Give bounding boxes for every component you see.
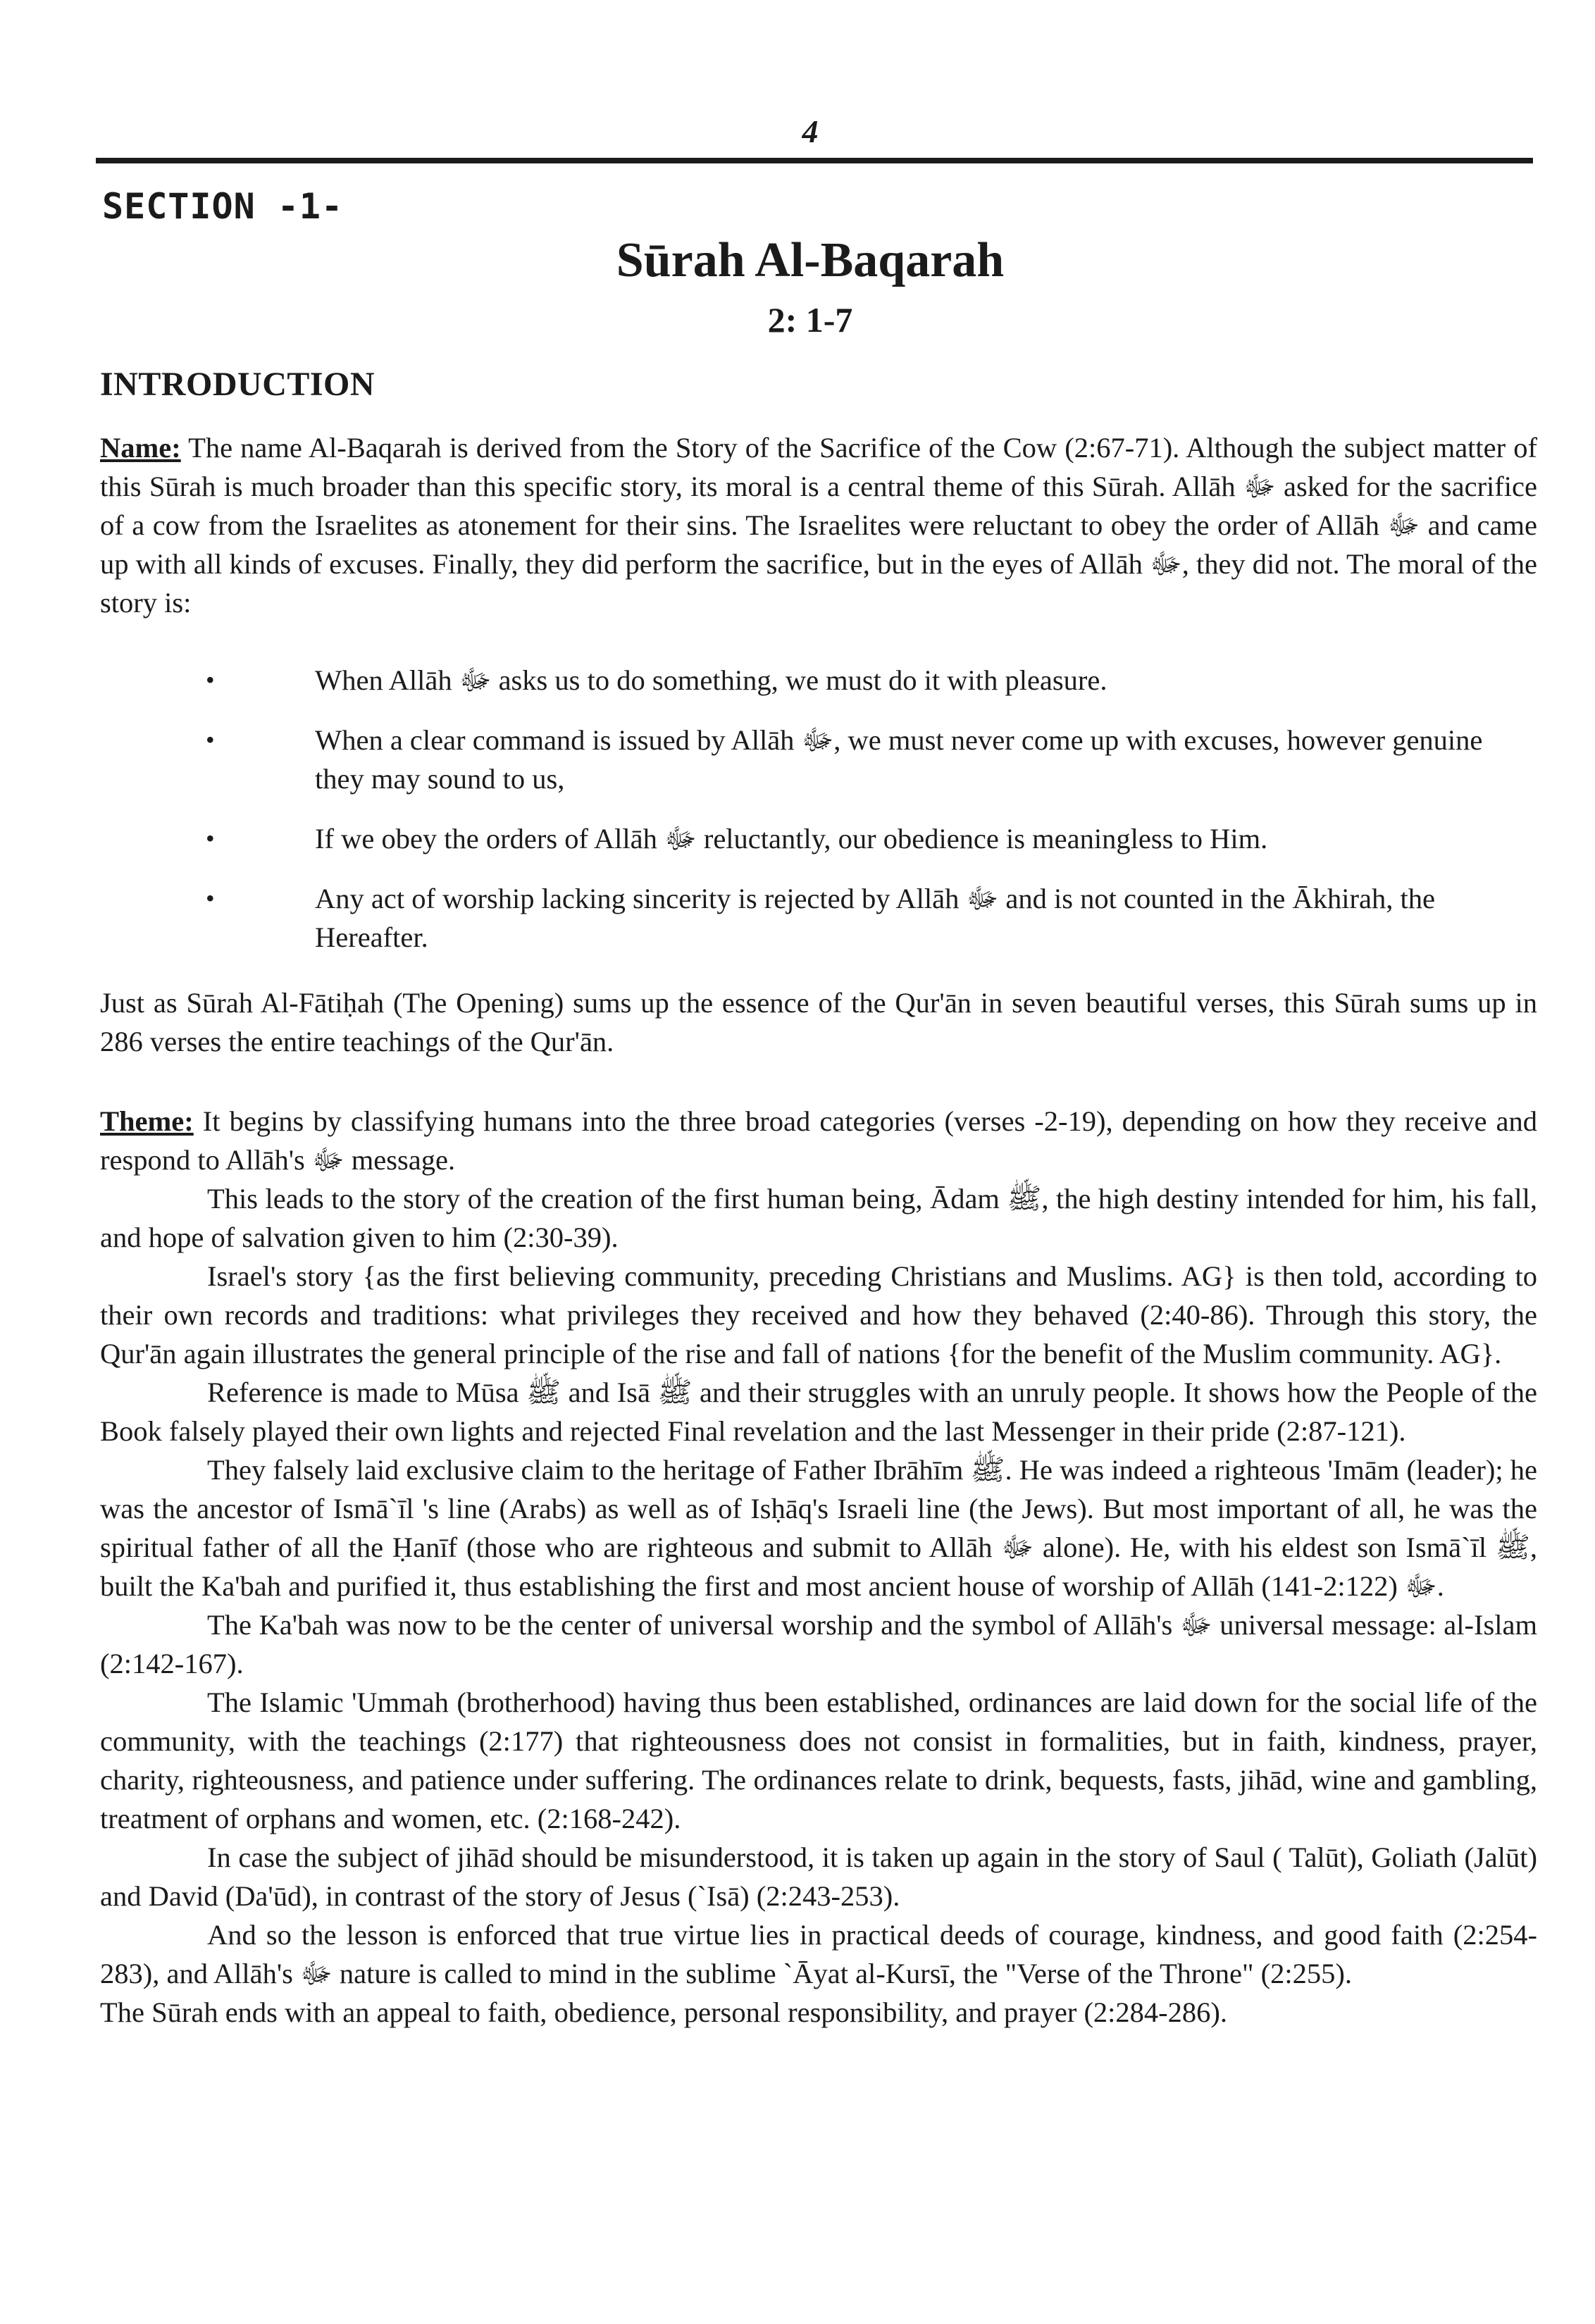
theme-paragraph: Israel's story {as the first believing community, preceding Christians and Muslims. AG} is then told, according to their own records and traditions: what privileges they received and how they behaved (2:40-86). Through this story, the Qur'ān again illustrates the general principle of the rise and fall of nations {for the benefit of the Muslim community. AG}.	[100, 1260, 1537, 1369]
bullet-icon: •	[206, 726, 215, 754]
list-item	[100, 879, 1537, 957]
page-number: 4	[802, 113, 819, 149]
header-rule	[96, 158, 1533, 163]
bullet-icon: •	[206, 666, 215, 694]
name-paragraph	[100, 428, 1537, 622]
fatihah-text: Just as Sūrah Al-Fātiḥah (The Opening) sums up the essence of the Qur'ān in seven beautiful verses, this Sūrah sums up in 286 verses the entire teachings of the Qur'ān.	[100, 987, 1537, 1057]
theme-paragraph: The Islamic 'Ummah (brotherhood) having thus been established, ordinances are laid down for the social life of the community, with the teachings (2:177) that righteousness does not consist in formalities, but in faith, kindness, prayer, charity, righteousness, and patience under suffering. The ordinances relate to drink, bequests, fasts, jihād, wine and gambling, treatment of orphans and women, etc. (2:168-242).	[100, 1686, 1537, 1834]
bullet-icon: •	[206, 884, 215, 912]
verse-range: 2: 1-7	[767, 300, 853, 340]
introduction-heading: INTRODUCTION	[100, 366, 376, 403]
theme-text: It begins by classifying humans into the three broad categories (verses -2-19), depending on how they receive and respond to Allāh's ﷻ message.	[100, 1105, 1537, 1176]
name-text: The name Al-Baqarah is derived from the Story of the Sacrifice of the Cow (2:67-71). Although the subject matter of this Sūrah is much broader than this specific story, its moral is a central theme of this Sūrah. Allāh ﷻ asked for the sacrifice of a cow from the Israelites as atonement for their sins. The Israelites were reluctant to obey the order of Allāh ﷻ and came up with all kinds of excuses. Finally, they did perform the sacrifice, but in the eyes of Allāh ﷻ, they did not. The moral of the story is:	[100, 432, 1538, 619]
theme-section	[100, 1102, 1537, 2032]
bullet-icon: •	[206, 824, 215, 852]
theme-paragraph: This leads to the story of the creation of the first human being, Ādam ﷺ, the high destiny intended for him, his fall, and hope of salvation given to him (2:30-39).	[100, 1183, 1537, 1253]
theme-paragraph: Reference is made to Mūsa ﷺ and Isā ﷺ and their struggles with an unruly people. It shows how the People of the Book falsely played their own lights and rejected Final revelation and the last Messenger in their pride (2:87-121).	[100, 1377, 1537, 1447]
theme-paragraph: The Ka'bah was now to be the center of universal worship and the symbol of Allāh's ﷻ universal message: al-Islam (2:142-167).	[100, 1609, 1537, 1679]
list-item	[100, 661, 1537, 700]
theme-paragraph: And so the lesson is enforced that true virtue lies in practical deeds of courage, kindness, and good faith (2:254-283), and Allāh's ﷻ nature is called to mind in the sublime `Āyat al-Kursī, the "Verse of the Throne" (2:255).	[100, 1919, 1537, 1989]
list-item-text: When a clear command is issued by Allāh ﷻ, we must never come up with excuses, however genuine they may sound to us,	[315, 724, 1483, 795]
page-title: Sūrah Al-Baqarah	[616, 233, 1005, 287]
name-label: Name:	[100, 432, 181, 464]
theme-paragraph: In case the subject of jihād should be misunderstood, it is taken up again in the story of Saul ( Talūt), Goliath (Jalūt) and David (Da'ūd), in contrast of the story of Jesus (`Isā) (2:243-253).	[100, 1841, 1537, 1912]
list-item-text: Any act of worship lacking sincerity is rejected by Allāh ﷻ and is not counted in the Ākhirah, the Hereafter.	[315, 883, 1435, 953]
closing-paragraph: The Sūrah ends with an appeal to faith, obedience, personal responsibility, and prayer (2:284-286).	[100, 1996, 1228, 2028]
section-label: SECTION -1-	[102, 186, 344, 227]
theme-paragraph: They falsely laid exclusive claim to the heritage of Father Ibrāhīm ﷺ. He was indeed a righteous 'Imām (leader); he was the ancestor of Ismā`īl 's line (Arabs) as well as of Isḥāq's Israeli line (the Jews). But most important of all, he was the spiritual father of all the Ḥanīf (those who are righteous and submit to Allāh ﷻ alone). He, with his eldest son Ismā`īl ﷺ, built the Ka'bah and purified it, thus establishing the first and most ancient house of worship of Allāh ﷻ (2:122-141).	[100, 1454, 1537, 1602]
fatihah-paragraph	[100, 983, 1537, 1061]
theme-label: Theme:	[100, 1105, 194, 1137]
list-item-text: When Allāh ﷻ asks us to do something, we must do it with pleasure.	[315, 664, 1107, 696]
list-item	[100, 721, 1537, 798]
list-item-text: If we obey the orders of Allāh ﷻ reluctantly, our obedience is meaningless to Him.	[315, 823, 1268, 855]
moral-list	[100, 661, 1537, 978]
list-item	[100, 819, 1537, 858]
